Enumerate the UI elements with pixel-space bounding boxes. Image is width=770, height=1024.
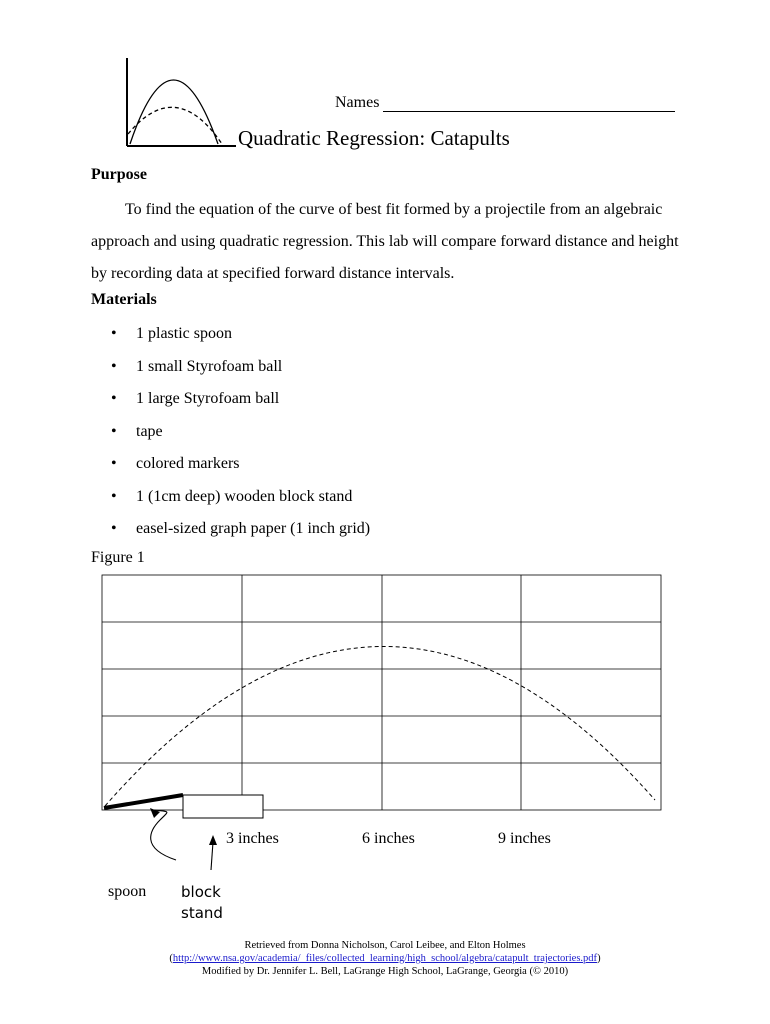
purpose-text: To find the equation of the curve of best fit formed by a projectile from an algebraic approach and using quadratic regression. This lab will compare forward distance and height by recording data at specified forward distance intervals.	[91, 201, 679, 282]
figure-label: Figure 1	[91, 549, 145, 566]
catapult-figure	[95, 565, 675, 935]
footer-modified: Modified by Dr. Jennifer L. Bell, LaGrange High School, LaGrange, Georgia (© 2010)	[201, 966, 569, 977]
names-field[interactable]	[335, 94, 675, 112]
page-title: Quadratic Regression: Catapults	[238, 126, 510, 150]
materials-heading: Materials	[91, 291, 157, 308]
footer-paren-open: (	[169, 953, 173, 964]
tick-label-6: 6 inches	[362, 830, 415, 847]
footer-credit: Retrieved from Donna Nicholson, Carol Leibee, and Elton Holmes	[244, 940, 526, 951]
spoon-label: spoon	[108, 883, 147, 900]
source-link[interactable]: http://www.nsa.gov/academia/_files/collected_learning/high_school/algebra/catapult_trajectories.pdf	[172, 953, 598, 964]
list-item: • colored markers	[108, 448, 370, 481]
list-item: • 1 small Styrofoam ball	[108, 351, 370, 384]
trajectory-curve	[105, 646, 655, 806]
list-item: • tape	[108, 416, 370, 449]
list-item: • 1 large Styrofoam ball	[108, 383, 370, 416]
stand-label: stand	[181, 904, 223, 922]
graph-grid	[102, 575, 661, 810]
names-line	[383, 95, 675, 112]
trajectory-logo-icon	[118, 56, 238, 148]
footer-paren-close: )	[597, 953, 601, 964]
list-item: • easel-sized graph paper (1 inch grid)	[108, 513, 370, 546]
block-stand-shape	[183, 795, 263, 818]
footer	[0, 939, 770, 978]
materials-list	[108, 318, 370, 546]
list-item: • 1 (1cm deep) wooden block stand	[108, 481, 370, 514]
spoon-shape	[104, 795, 183, 808]
tick-label-3: 3 inches	[226, 830, 279, 847]
block-label: block	[181, 883, 221, 901]
tick-label-9: 9 inches	[498, 830, 551, 847]
list-item: • 1 plastic spoon	[108, 318, 370, 351]
names-label: Names	[335, 94, 380, 111]
purpose-heading: Purpose	[91, 166, 147, 183]
footer-link-line	[0, 952, 770, 965]
block-arrow	[211, 842, 213, 870]
